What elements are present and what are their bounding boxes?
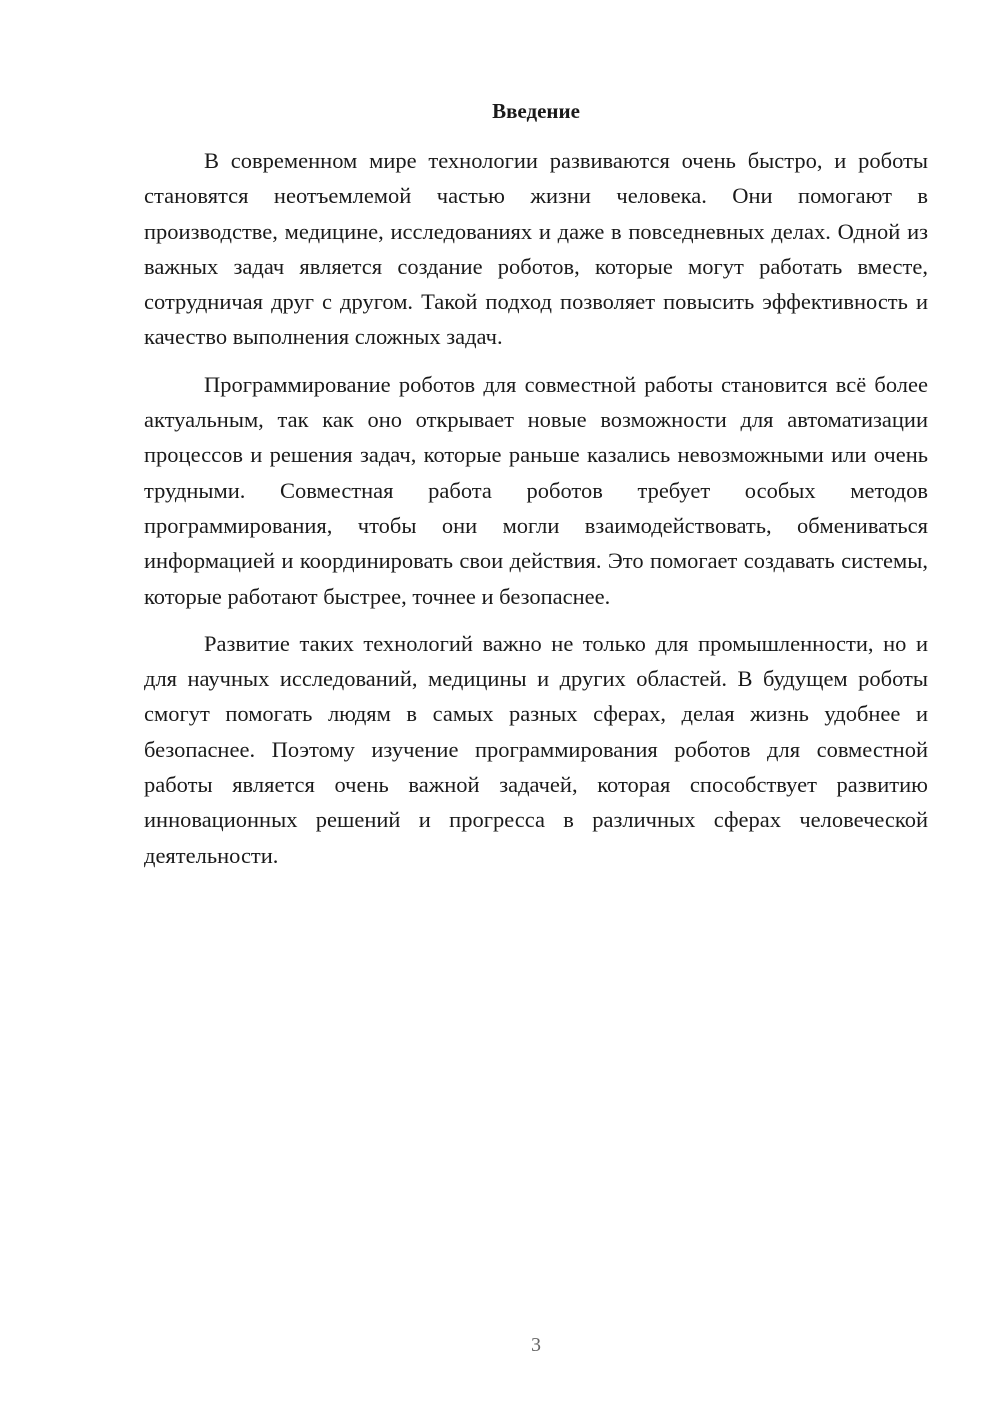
- page-number: 3: [531, 1334, 541, 1356]
- body-text: [144, 143, 928, 885]
- paragraph-1: В современном мире технологии развиваются очень быстро, и роботы становятся неотъемлемой частью жизни человека. Они помогают в производстве, медицине, исследованиях и даже в повседневных делах. Одной из важных задач является создание роботов, которые могут работать вместе, сотрудничая друг с другом. Такой подход позволяет повысить эффективность и качество выполнения сложных задач.: [144, 148, 928, 350]
- paragraph-2: Программирование роботов для совместной работы становится всё более актуальным, так как оно открывает новые возможности для автоматизации процессов и решения задач, которые раньше казались невозможными или очень трудными. Совместная работа роботов требует особых методов программирования, чтобы они могли взаимодействовать, обмениваться информацией и координировать свои действия. Это помогает создавать системы, которые работают быстрее, точнее и безопаснее.: [144, 371, 928, 609]
- paragraph-3: Развитие таких технологий важно не только для промышленности, но и для научных исследований, медицины и других областей. В будущем роботы смогут помогать людям в самых разных сферах, делая жизнь удобнее и безопаснее. Поэтому изучение программирования роботов для совместной работы является очень важной задачей, которая способствует развитию инновационных решений и прогресса в различных сферах человеческой деятельности.: [144, 630, 928, 868]
- section-heading: Введение: [492, 99, 580, 123]
